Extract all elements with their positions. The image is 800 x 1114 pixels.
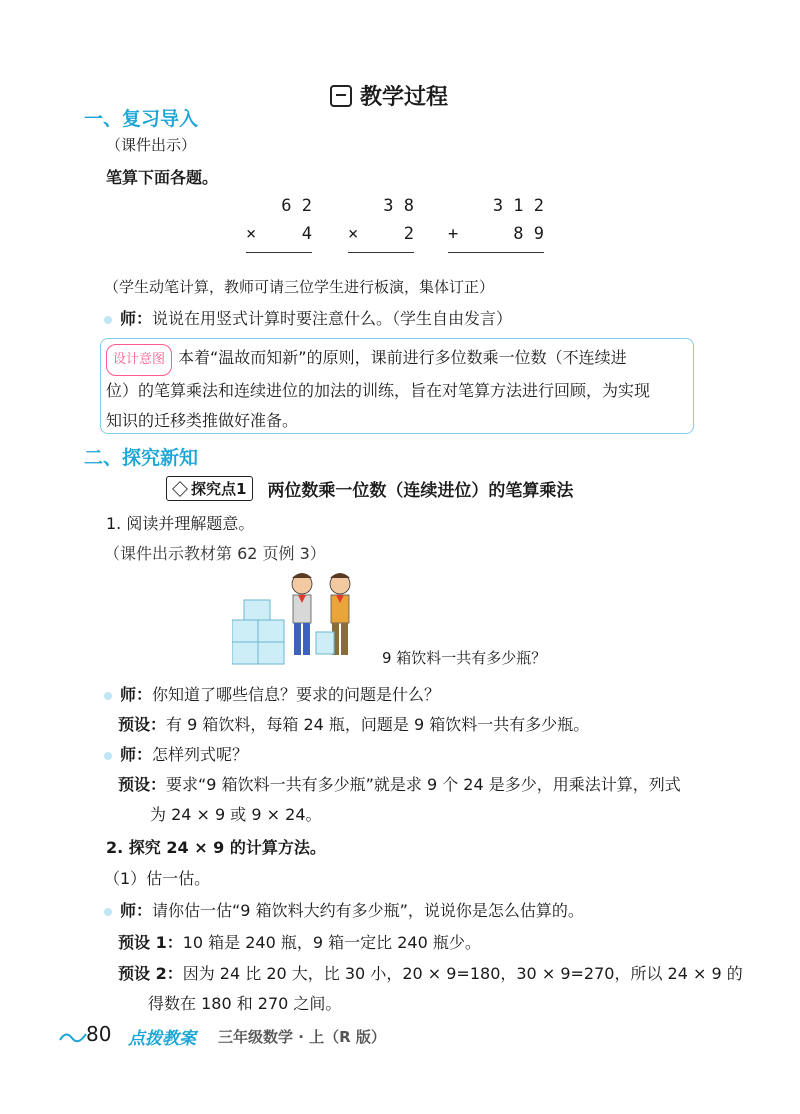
teacher-label: 师： <box>120 309 153 328</box>
section-heading-explore: 二、探究新知 <box>84 447 199 469</box>
question-text: 怎样列式呢？ <box>152 745 249 764</box>
arith-top: 3 8 <box>383 196 414 216</box>
page-number: 80 <box>86 1022 112 1046</box>
illustration-caption: 9 箱饮料一共有多少瓶？ <box>382 649 547 667</box>
step-1-note: （课件出示教材第 62 页例 3） <box>104 544 326 563</box>
teacher-label: 师： <box>120 685 153 704</box>
teacher-question-1 <box>104 682 440 705</box>
arith-rule <box>246 252 312 253</box>
arith-problem-3 <box>448 192 544 253</box>
preset-label: 预设： <box>118 775 167 794</box>
preset-answer-1 <box>118 712 589 735</box>
explore-tag-label: 探究点1 <box>191 480 247 498</box>
preset-answer-2-line-2: 为 24 × 9 或 9 × 24。 <box>150 805 322 824</box>
teacher-text: 说说在用竖式计算时要注意什么。（学生自由发言） <box>152 309 513 328</box>
courseware-note: （课件出示） <box>106 136 197 154</box>
preset-estimate-2 <box>118 961 743 984</box>
arith-operator: × <box>246 224 257 244</box>
arith-bottom: 8 9 <box>513 224 544 244</box>
arith-problem-1 <box>246 192 312 253</box>
preset-label: 预设 2： <box>118 964 183 983</box>
cube-icon <box>172 481 188 497</box>
task-instruction: 笔算下面各题。 <box>106 168 219 187</box>
design-line-2: 位）的笔算乘法和连续进位的加法的训练，旨在对笔算方法进行回顾，为实现 <box>106 381 651 400</box>
design-intent-tag: 设计意图 <box>106 344 172 376</box>
arith-top: 3 1 2 <box>492 196 544 216</box>
wave-icon <box>58 1028 88 1046</box>
arith-rule <box>448 252 544 253</box>
step-2-heading: 2. 探究 24 × 9 的计算方法。 <box>106 838 326 857</box>
preset-estimate-2-line-2: 得数在 180 和 270 之间。 <box>148 994 342 1013</box>
answer-text-line-1: 要求“9 箱饮料一共有多少瓶”就是求 9 个 24 是多少，用乘法计算，列式 <box>166 775 681 794</box>
book-subtitle: 三年级数学 · 上（R 版） <box>218 1028 386 1046</box>
illustration-two-boys-boxes <box>232 570 372 670</box>
bullet-icon <box>104 752 112 760</box>
step-2-sub: （1）估一估。 <box>104 869 211 888</box>
design-line-3: 知识的迁移类推做好准备。 <box>106 411 299 430</box>
brand-logo: 点拨教案 <box>128 1029 196 1049</box>
teacher-label: 师： <box>120 901 153 920</box>
preset-label: 预设 1： <box>118 933 183 952</box>
preset-estimate-1 <box>118 930 481 953</box>
book-icon <box>330 85 352 107</box>
bullet-icon <box>104 908 112 916</box>
arith-problem-2 <box>348 192 414 253</box>
teacher-question-3 <box>104 898 584 921</box>
arith-operator: + <box>448 224 459 244</box>
question-text: 你知道了哪些信息？要求的问题是什么？ <box>152 685 441 704</box>
explore-point-tag <box>166 476 253 501</box>
bullet-icon <box>104 692 112 700</box>
preset-answer-2 <box>118 772 681 795</box>
estimate-text-line-1: 因为 24 比 20 大，比 30 小，20 × 9=180，30 × 9=270，所以 24 × 9 的 <box>182 964 743 983</box>
preset-label: 预设： <box>118 715 167 734</box>
arith-bottom: 2 <box>403 224 414 244</box>
design-intent-text <box>106 343 686 436</box>
arith-rule <box>348 252 414 253</box>
teacher-line-1 <box>104 306 512 329</box>
question-text: 请你估一估“9 箱饮料大约有多少瓶”，说说你是怎么估算的。 <box>152 901 584 920</box>
page-title <box>330 80 448 111</box>
teacher-question-2 <box>104 742 248 765</box>
arith-top: 6 2 <box>281 196 312 216</box>
board-practice-note: （学生动笔计算，教师可请三位学生进行板演，集体订正） <box>104 278 495 296</box>
arith-bottom: 4 <box>301 224 312 244</box>
answer-text: 有 9 箱饮料，每箱 24 瓶，问题是 9 箱饮料一共有多少瓶。 <box>166 715 590 734</box>
section-heading-review: 一、复习导入 <box>84 108 199 130</box>
teacher-label: 师： <box>120 745 153 764</box>
arith-operator: × <box>348 224 359 244</box>
design-line-1: 本着“温故而知新”的原则，课前进行多位数乘一位数（不连续进 <box>178 348 627 367</box>
estimate-text: 10 箱是 240 瓶，9 箱一定比 240 瓶少。 <box>182 933 481 952</box>
page-title-text: 教学过程 <box>360 85 449 110</box>
explore-point-title: 两位数乘一位数（连续进位）的笔算乘法 <box>267 481 574 501</box>
step-1-heading: 1. 阅读并理解题意。 <box>106 514 255 533</box>
bullet-icon <box>104 316 112 324</box>
explore-point-header <box>166 476 573 501</box>
